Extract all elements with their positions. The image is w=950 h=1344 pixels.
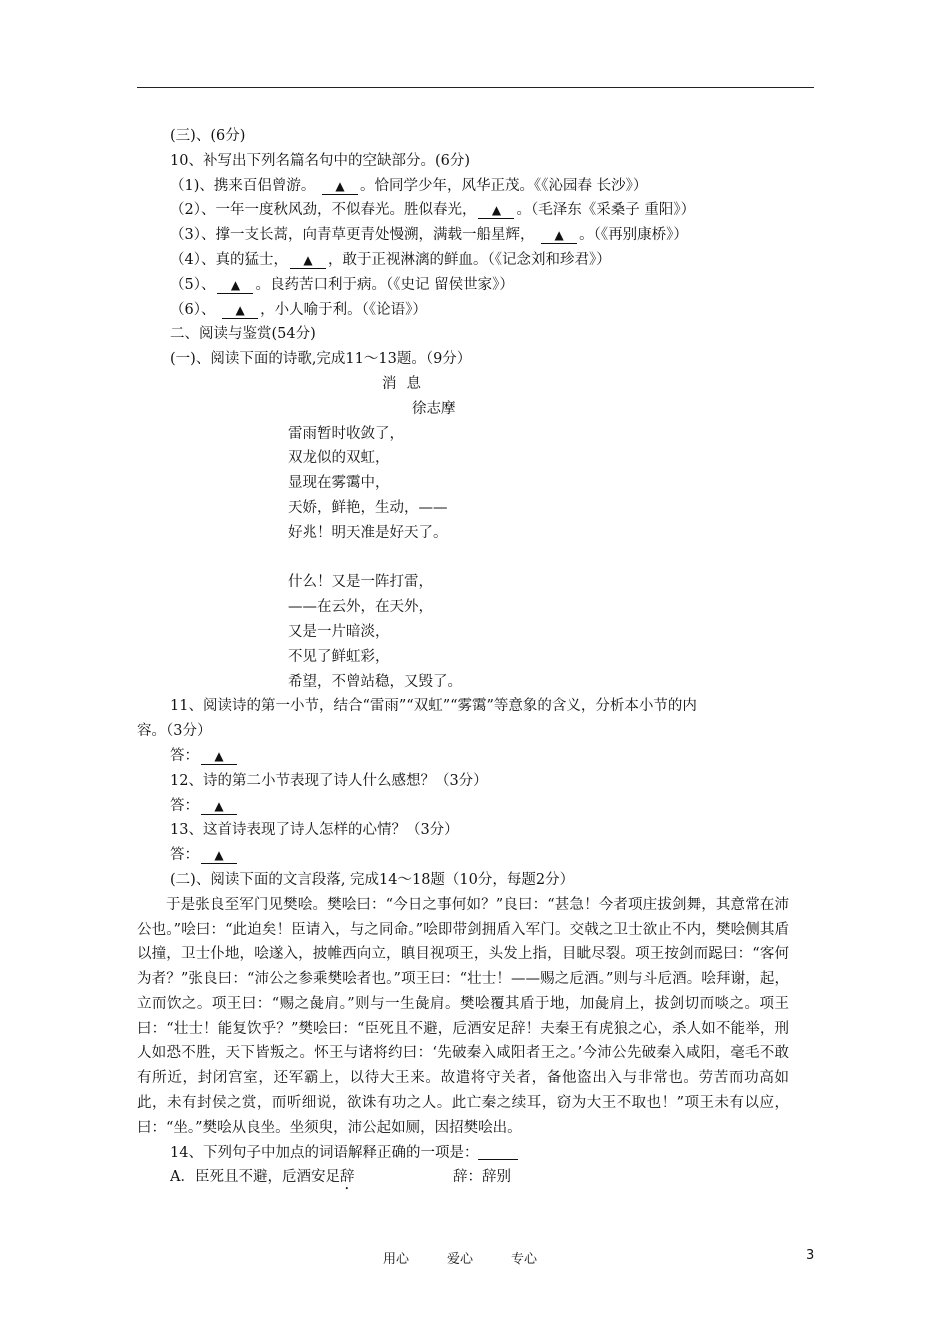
poem-title: 消息: [382, 375, 431, 392]
poem-line: 不见了鲜虹彩，: [288, 648, 390, 665]
page-content: [137, 124, 820, 1193]
answer-label: 答：: [170, 747, 199, 764]
fill-blank[interactable]: [478, 202, 514, 219]
section-heading: (三)、(6分): [170, 128, 246, 144]
fill-blank[interactable]: [222, 302, 258, 319]
triangle-icon: ▲: [230, 277, 241, 292]
item-text-before: （5）、: [170, 276, 216, 293]
question-10-item: [170, 273, 820, 298]
item-text-before: （4）、真的猛士，: [170, 251, 288, 268]
poem-line: 希望，不曾站稳，又毁了。: [288, 673, 462, 690]
option-a-sentence: A．臣死且不避，卮酒安足辞: [170, 1169, 355, 1186]
item-text-after: 。恰同学少年，风华正茂。《《沁园春 长沙》）: [360, 177, 648, 194]
stanza-gap: [170, 546, 820, 571]
fill-blank[interactable]: [541, 227, 577, 244]
question-11-line-1: 11、阅读诗的第一小节，结合“雷雨”“双虹”“雾霭”等意象的含义，分析本小节的内: [170, 698, 697, 715]
header-rule: [137, 87, 814, 88]
question-10-item: [170, 223, 820, 248]
part-2-heading: 二、阅读与鉴赏(54分): [170, 326, 316, 343]
footer-motto-2: 爱心: [447, 1252, 474, 1267]
answer-line-13: [170, 843, 820, 868]
item-text-after: 。良药苦口利于病。（《史记 留侯世家》）: [255, 276, 514, 293]
question-10-item: [170, 248, 820, 273]
poem-author: 徐志摩: [412, 400, 456, 417]
poem-line: 又是一片暗淡，: [288, 623, 390, 640]
answer-label: 答：: [170, 797, 199, 814]
question-12: 12、诗的第二小节表现了诗人什么感想？（3分）: [170, 772, 488, 789]
triangle-icon: ▲: [335, 178, 345, 193]
triangle-icon: ▲: [214, 798, 224, 813]
question-10-stem: 10、补写出下列名篇名句中的空缺部分。(6分): [170, 152, 470, 169]
poem-stanza-2: [170, 570, 820, 694]
poem-stanza-1: [170, 422, 820, 546]
poem-line: 双龙似的双虹，: [288, 450, 390, 467]
fill-blank[interactable]: [322, 178, 358, 195]
poem-line: 显现在雾霭中，: [288, 475, 390, 492]
item-text-before: （6）、: [170, 301, 221, 318]
option-a[interactable]: [170, 1165, 820, 1193]
triangle-icon: ▲: [491, 203, 502, 218]
option-a-gloss: 辞：辞别: [453, 1169, 511, 1186]
triangle-icon: ▲: [554, 228, 564, 243]
poem-line: 雷雨暂时收敛了，: [288, 425, 404, 442]
answer-blank-13[interactable]: [201, 847, 237, 864]
question-10-items: [170, 174, 820, 323]
classical-passage: 于是张良至军门见樊哙。樊哙曰：“今日之事何如？”良曰：“甚急！今者项庄拔剑舞，其意常在沛公也。”哙曰：“此迫矣！臣请入，与之同命。”哙即带剑拥盾入军门。交戟之卫士欲止不内，樊哙侧其盾以撞，卫士仆地，哙遂入，披帷西向立，瞋目视项王，头发上指，目眦尽裂。项王按剑而跽曰：“客何为者？”张良曰：“沛公之参乘樊哙者也。”项王曰：“壮士！——赐之卮酒。”则与斗卮酒。哙拜谢，起，立而饮之。项王曰：“赐之彘肩。”则与一生彘肩。樊哙覆其盾于地，加彘肩上，拔剑切而啖之。项王曰：“壮士！能复饮乎？”樊哙曰：“臣死且不避，卮酒安足辞！夫秦王有虎狼之心，杀人如不能举，刑人如恐不胜，天下皆叛之。怀王与诸将约曰：‘先破秦入咸阳者王之。’今沛公先破秦入咸阳，毫毛不敢有所近，封闭宫室，还军霸上，以待大王来。故遣将守关者，备他盗出入与非常也。劳苦而功高如此，未有封侯之赏，而听细说，欲诛有功之人。此亡秦之续耳，窃为大王不取也！”项王未有以应，曰：“坐。”樊哙从良坐。坐须臾，沛公起如厕，因招樊哙出。: [137, 896, 789, 1136]
item-text-before: （3）、撑一支长蒿，向青草更青处慢溯，满载一船星辉，: [170, 227, 540, 244]
poem-line: 天娇，鲜艳，生动，——: [288, 499, 448, 516]
answer-line-12: [170, 794, 820, 819]
question-10-item: [170, 174, 820, 199]
subsection-1-heading: (一)、阅读下面的诗歌,完成11～13题。（9分）: [170, 351, 472, 368]
item-text-after: ，敢于正视淋漓的鲜血。（《记念刘和珍君》）: [327, 251, 611, 268]
poem-line: ——在云外，在天外，: [288, 599, 433, 616]
fill-blank[interactable]: [217, 277, 253, 294]
question-10-item: [170, 298, 820, 323]
triangle-icon: ▲: [235, 302, 245, 317]
item-text-after: ，小人喻于利。（《论语》）: [260, 301, 427, 318]
item-text-after: 。（《再别康桥》）: [579, 227, 688, 244]
page-number: 3: [806, 1248, 815, 1263]
footer-motto-3: 专心: [511, 1252, 538, 1267]
footer-motto-1: 用心: [383, 1252, 410, 1267]
subsection-2-heading: (二)、阅读下面的文言段落, 完成14～18题（10分，每题2分）: [170, 871, 575, 888]
question-14: [170, 1141, 820, 1166]
poem-line: 什么！又是一阵打雷，: [288, 574, 433, 591]
item-text-before: （2）、一年一度秋风劲，不似春光。胜似春光，: [170, 202, 477, 219]
question-14-stem: 14、下列句子中加点的词语解释正确的一项是：: [170, 1144, 479, 1161]
answer-line-11: [170, 744, 820, 769]
poem-line: 好兆！明天准是好天了。: [288, 524, 448, 541]
item-text-before: （1)、携来百侣曾游。: [170, 177, 320, 194]
answer-blank-14[interactable]: [478, 1143, 518, 1160]
triangle-icon: ▲: [214, 748, 224, 763]
dotted-word: 辞: [339, 1169, 355, 1186]
answer-label: 答：: [170, 847, 199, 864]
question-11-line-2: 容。（3分）: [137, 723, 212, 740]
triangle-icon: ▲: [214, 848, 224, 863]
triangle-icon: ▲: [303, 252, 313, 267]
answer-blank-11[interactable]: [201, 748, 237, 765]
question-10-item: [170, 198, 820, 223]
item-text-after: 。（毛泽东《采桑子 重阳》）: [516, 202, 696, 219]
answer-blank-12[interactable]: [201, 798, 237, 815]
fill-blank[interactable]: [290, 252, 326, 269]
question-13: 13、这首诗表现了诗人怎样的心情？（3分）: [170, 822, 459, 839]
